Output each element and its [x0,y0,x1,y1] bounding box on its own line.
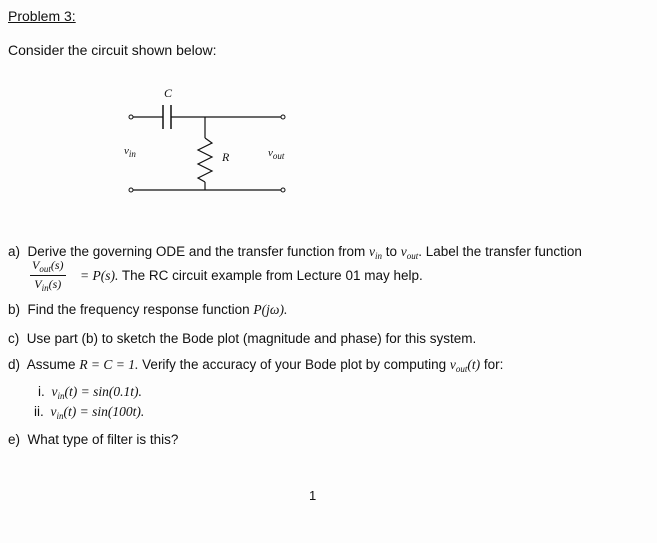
question-d-item-i: i. $v_{in}(t) = \sin(0.1t)$. [38,384,142,401]
problem-title: Problem 3: [8,8,76,24]
resistor-label: R [222,150,230,164]
question-b: b) Find the frequency response function P(jω). [8,302,288,317]
resistor-zigzag [198,138,212,182]
transfer-function-fraction: $V_{out}(s)$ $V_{in}(s)$ [32,258,64,293]
question-c: c) Use part (b) to sketch the Bode plot (magnitude and phase) for this system. [8,331,477,346]
output-voltage-label: $v_{out}$ [268,147,285,161]
question-a-line1: a) Derive the governing ODE and the transfer function from $v_{in}$ to $v_{out}$. Label the transfer function [8,244,582,261]
question-e: e) What type of filter is this? [8,432,179,447]
page-number: 1 [309,488,317,503]
output-terminal-bottom [281,188,285,192]
question-d-item-ii: ii. $v_{in}(t) = \sin(100t)$. [34,404,145,421]
input-terminal-top [129,115,133,119]
question-a-line2: = P(s). The RC circuit example from Lecture 01 may help. [80,268,423,283]
question-d: d) Assume R = C = 1. Verify the accuracy of your Bode plot by computing $v_{out}(t)$ for: [8,357,504,374]
input-terminal-bottom [129,188,133,192]
intro-text: Consider the circuit shown below: [8,42,217,58]
input-voltage-label: $v_{in}$ [124,145,136,159]
capacitor-label: C [164,86,173,100]
output-terminal-top [281,115,285,119]
